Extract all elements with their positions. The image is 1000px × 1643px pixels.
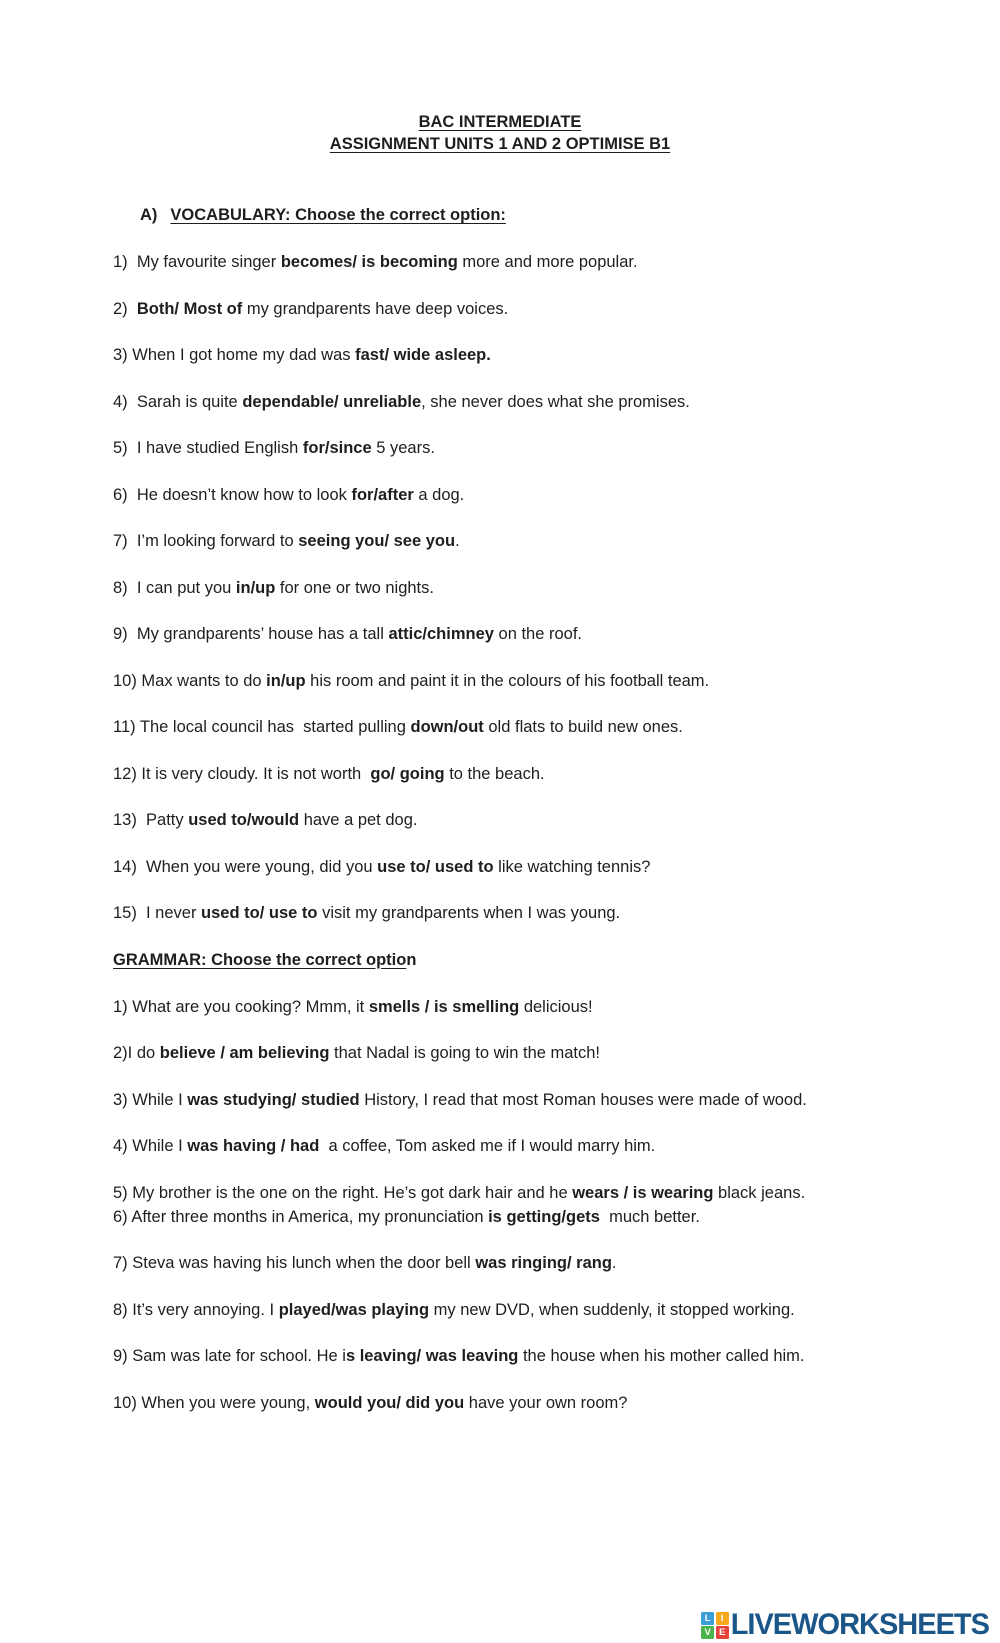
sentence-text: 2)I do: [113, 1044, 160, 1062]
grammar-item-3: [113, 1090, 993, 1110]
sentence-text: 1) My favourite singer: [113, 253, 281, 271]
sentence-text: black jeans.: [713, 1183, 806, 1202]
vocabulary-item-13: [113, 810, 993, 830]
grammar-item-10: [113, 1393, 993, 1413]
sentence-text: 14) When you were young, did you: [113, 857, 378, 876]
sentence-text: delicious!: [519, 997, 593, 1016]
vocabulary-item-list: [113, 252, 1000, 923]
choice-options[interactable]: go/ going: [370, 764, 445, 783]
logo-square-v: V: [701, 1626, 714, 1639]
vocabulary-item-15: [113, 903, 993, 923]
vocabulary-heading: [140, 205, 1000, 225]
choice-options[interactable]: used to/ use to: [201, 904, 318, 922]
vocabulary-item-8: [113, 578, 993, 598]
choice-options[interactable]: in/up: [266, 671, 306, 690]
vocabulary-section: [0, 205, 1000, 923]
choice-options[interactable]: becomes/ is becoming: [280, 253, 458, 271]
choice-options[interactable]: for/since: [302, 439, 372, 457]
vocabulary-item-3: [113, 345, 993, 365]
grammar-section: [0, 950, 1000, 1413]
sentence-text: have a pet dog.: [299, 811, 418, 829]
sentence-text: for one or two nights.: [275, 578, 434, 597]
choice-options[interactable]: was ringing/ rang: [475, 1254, 612, 1272]
choice-options[interactable]: dependable/ unreliable: [242, 392, 422, 411]
sentence-text: 4) Sarah is quite: [113, 392, 243, 411]
liveworksheets-logo[interactable]: [701, 1608, 989, 1642]
choice-options[interactable]: played/was playing: [278, 1300, 430, 1319]
grammar-item-1: [113, 997, 993, 1017]
sentence-text: 12) It is very cloudy. It is not worth: [113, 764, 371, 783]
choice-options[interactable]: fast/ wide asleep.: [355, 346, 491, 364]
sentence-text: 3) When I got home my dad was: [113, 346, 356, 364]
grammar-item-7: [113, 1253, 993, 1273]
choice-options[interactable]: smells / is smelling: [368, 997, 520, 1016]
vocabulary-item-5: [113, 438, 993, 458]
sentence-text: visit my grandparents when I was young.: [317, 904, 621, 922]
sentence-text: more and more popular.: [457, 253, 638, 271]
choice-options[interactable]: used to/would: [188, 811, 300, 829]
sentence-text: 4) While I: [113, 1137, 188, 1155]
choice-options[interactable]: s leaving/ was leaving: [345, 1347, 519, 1365]
sentence-text: 5 years.: [371, 439, 435, 457]
sentence-text: History, I read that most Roman houses were made of wood.: [359, 1090, 807, 1109]
sentence-text: my new DVD, when suddenly, it stopped working.: [429, 1300, 795, 1319]
sentence-text: 9) Sam was late for school. He i: [113, 1347, 346, 1365]
sentence-text: to the beach.: [444, 764, 545, 783]
grammar-item-list: [113, 997, 1000, 1413]
sentence-text: 8) I can put you: [113, 578, 236, 597]
vocabulary-item-11: [113, 717, 993, 737]
grammar-item-6: [113, 1207, 993, 1227]
vocabulary-item-7: [113, 531, 993, 551]
grammar-item-5: [113, 1183, 993, 1203]
sentence-text: 10) When you were young,: [113, 1393, 315, 1412]
sentence-text: his room and paint it in the colours of his football team.: [305, 671, 710, 690]
sentence-text: a dog.: [413, 485, 465, 504]
sentence-text: .: [455, 532, 460, 550]
logo-square-l: L: [701, 1612, 714, 1625]
choice-options[interactable]: wears / is wearing: [572, 1183, 714, 1202]
sentence-text: 3) While I: [113, 1090, 188, 1109]
logo-square-e: E: [716, 1626, 729, 1639]
sentence-text: 5) My brother is the one on the right. He’s got dark hair and he: [113, 1183, 573, 1202]
vocabulary-item-4: [113, 392, 993, 412]
worksheet-title-line-2: ASSIGNMENT UNITS 1 AND 2 OPTIMISE B1: [329, 135, 671, 153]
choice-options[interactable]: in/up: [235, 578, 276, 597]
sentence-text: .: [611, 1254, 617, 1272]
vocabulary-item-12: [113, 764, 993, 784]
choice-options[interactable]: was having / had: [187, 1137, 320, 1155]
vocabulary-heading-prefix: A): [140, 206, 158, 224]
sentence-text: 13) Patty: [113, 811, 189, 829]
liveworksheets-logo-text: LIVEWORKSHEETS: [730, 1608, 989, 1642]
footer: [701, 1608, 989, 1642]
vocabulary-item-2: [113, 299, 993, 319]
sentence-text: 15) I never: [113, 904, 202, 922]
sentence-text: have your own room?: [464, 1393, 628, 1412]
sentence-text: 5) I have studied English: [113, 439, 303, 457]
choice-options[interactable]: Both/ Most of: [136, 299, 243, 318]
vocabulary-item-6: [113, 485, 993, 505]
vocabulary-item-10: [113, 671, 993, 691]
grammar-heading: [113, 950, 1000, 970]
vocabulary-heading-text: VOCABULARY: Choose the correct option:: [170, 206, 506, 224]
choice-options[interactable]: believe / am believing: [159, 1044, 330, 1062]
sentence-text: much better.: [599, 1207, 700, 1226]
grammar-item-4: [113, 1136, 993, 1156]
choice-options[interactable]: was studying/ studied: [187, 1090, 360, 1109]
sentence-text: the house when his mother called him.: [518, 1347, 805, 1365]
sentence-text: 6) He doesn’t know how to look: [113, 485, 352, 504]
sentence-text: old flats to build new ones.: [483, 718, 683, 736]
sentence-text: 8) It’s very annoying. I: [113, 1300, 279, 1319]
sentence-text: 10) Max wants to do: [113, 671, 267, 690]
sentence-text: like watching tennis?: [493, 857, 651, 876]
vocabulary-item-9: [113, 624, 993, 644]
choice-options[interactable]: down/out: [410, 718, 484, 736]
worksheet-title-line-1: BAC INTERMEDIATE: [418, 113, 582, 131]
sentence-text: 7) I’m looking forward to: [113, 532, 299, 550]
logo-square-i: I: [716, 1612, 729, 1625]
sentence-text: 2): [113, 299, 137, 318]
worksheet-title: [0, 0, 1000, 155]
grammar-item-9: [113, 1346, 993, 1366]
sentence-text: 6) After three months in America, my pronunciation: [113, 1207, 489, 1226]
liveworksheets-logo-icon: [701, 1612, 729, 1640]
vocabulary-item-14: [113, 857, 993, 877]
sentence-text: , she never does what she promises.: [421, 392, 690, 411]
sentence-text: a coffee, Tom asked me if I would marry him.: [319, 1137, 656, 1155]
sentence-text: on the roof.: [493, 625, 582, 643]
grammar-item-2: [113, 1043, 993, 1063]
choice-options[interactable]: is getting/gets: [488, 1207, 600, 1226]
grammar-item-8: [113, 1300, 993, 1320]
vocabulary-item-1: [113, 252, 993, 272]
choice-options[interactable]: would you/ did you: [314, 1393, 465, 1412]
choice-options[interactable]: seeing you/ see you: [298, 532, 456, 550]
choice-options[interactable]: for/after: [351, 485, 414, 504]
grammar-heading-text: GRAMMAR: Choose the correct optio: [113, 950, 407, 969]
grammar-heading-tail: n: [406, 950, 417, 969]
choice-options[interactable]: use to/ used to: [377, 857, 494, 876]
sentence-text: 1) What are you cooking? Mmm, it: [113, 997, 369, 1016]
sentence-text: that Nadal is going to win the match!: [329, 1044, 601, 1062]
sentence-text: my grandparents have deep voices.: [242, 299, 509, 318]
sentence-text: 9) My grandparents’ house has a tall: [113, 625, 389, 643]
choice-options[interactable]: attic/chimney: [388, 625, 494, 643]
sentence-text: 11) The local council has started pulling: [113, 718, 411, 736]
sentence-text: 7) Steva was having his lunch when the door bell: [113, 1254, 476, 1272]
